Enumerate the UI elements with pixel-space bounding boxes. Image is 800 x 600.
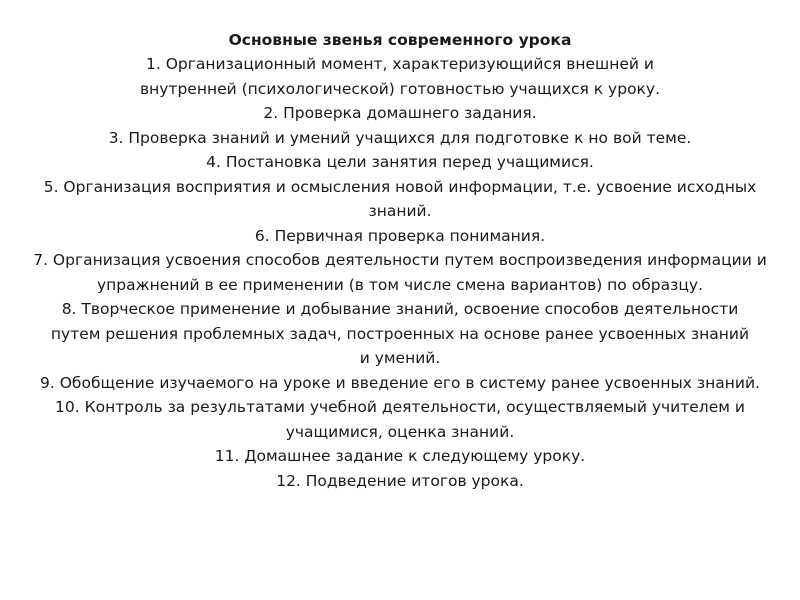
list-item-12: 12. Подведение итогов урока. [276, 471, 524, 490]
list-item-2: 2. Проверка домашнего задания. [263, 104, 537, 122]
list-item-11: 11. Домашнее задание к следующему уроку. [214, 447, 586, 465]
lesson-stages-list [0, 52, 800, 493]
document-title: Основные звенья современного урока [228, 31, 572, 49]
list-item-1: 1. Организационный момент, характеризующийся внешней и внутренней (психологической) готовностью учащихся к уроку. [139, 55, 661, 98]
list-item-4: 4. Постановка цели занятия перед учащимися. [206, 153, 594, 171]
list-item-8: 8. Творческое применение и добывание знаний, освоение способов деятельности путем решения проблемных задач, построенных на основе ранее усвоенных знаний и умений. [50, 300, 750, 367]
list-item-9: 9. Обобщение изучаемого на уроке и введение его в систему ранее усвоенных знаний. [40, 373, 760, 392]
list-item-5: 5. Организация восприятия и осмысления новой информации, т.е. усвоение исходных знаний. [43, 177, 757, 220]
list-item-6: 6. Первичная проверка понимания. [254, 226, 546, 245]
list-item-7: 7. Организация усвоения способов деятельности путем воспроизведения информации и упражнений в ее применении (в том числе смена вариантов) по образцу. [33, 251, 767, 294]
list-item-10: 10. Контроль за результатами учебной деятельности, осуществляемый учителем и учащимися, оценка знаний. [55, 398, 745, 441]
list-item-3: 3. Проверка знаний и умений учащихся для подготовке к но вой теме. [108, 128, 692, 147]
